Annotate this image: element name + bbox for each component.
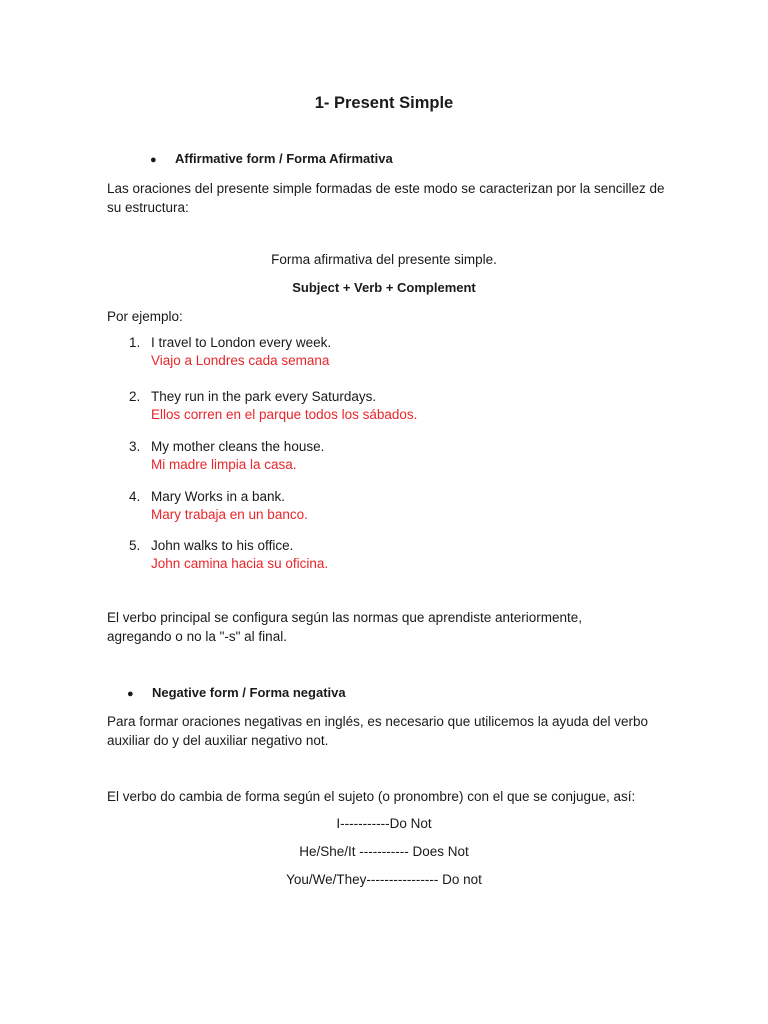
negative-heading xyxy=(127,684,346,702)
list-item xyxy=(129,334,331,370)
formula: Subject + Verb + Complement xyxy=(292,280,476,295)
form-caption: Forma afirmativa del presente simple. xyxy=(271,252,497,267)
example-english: They run in the park every Saturdays. xyxy=(151,389,377,404)
list-number: 2. xyxy=(129,389,141,404)
affirmative-intro: Las oraciones del presente simple formadas de este modo se caracterizan por la sencillez de su estructura: xyxy=(107,181,665,215)
example-spanish: John camina hacia su oficina. xyxy=(151,556,329,571)
negative-intro: Para formar oraciones negativas en inglés, es necesario que utilicemos la ayuda del verbo auxiliar do y del auxiliar negativo not. xyxy=(107,714,649,748)
do-verb-note: El verbo do cambia de forma según el sujeto (o pronombre) con el que se conjugue, así: xyxy=(107,789,636,804)
list-item xyxy=(129,438,324,474)
list-number: 4. xyxy=(129,489,141,504)
example-spanish: Ellos corren en el parque todos los sábados. xyxy=(151,407,418,422)
example-english: Mary Works in a bank. xyxy=(151,489,286,504)
list-number: 3. xyxy=(129,439,141,454)
list-item xyxy=(129,388,417,424)
list-number: 1. xyxy=(129,335,141,350)
example-english: I travel to London every week. xyxy=(151,335,332,350)
example-english: John walks to his office. xyxy=(151,538,294,553)
list-number: 5. xyxy=(129,538,141,553)
conjugation-line: I-----------Do Not xyxy=(336,816,432,831)
example-english: My mother cleans the house. xyxy=(151,439,325,454)
affirmative-heading-text: Affirmative form / Forma Afirmativa xyxy=(175,151,393,166)
conjugation-line: He/She/It ----------- Does Not xyxy=(299,844,469,859)
negative-heading-text: Negative form / Forma negativa xyxy=(152,685,346,700)
verb-rule-note: El verbo principal se configura según las normas que aprendiste anteriormente, agregando o no la "-s" al final. xyxy=(107,610,583,644)
example-spanish: Mary trabaja en un banco. xyxy=(151,507,308,522)
example-label: Por ejemplo: xyxy=(107,309,183,324)
example-spanish: Viajo a Londres cada semana xyxy=(151,353,330,368)
page-title: 1- Present Simple xyxy=(314,94,454,112)
bullet-icon: ● xyxy=(127,688,134,700)
bullet-icon: ● xyxy=(150,154,157,166)
list-item xyxy=(129,488,308,524)
conjugation-line: You/We/They---------------- Do not xyxy=(286,872,482,887)
list-item xyxy=(129,537,328,573)
affirmative-heading xyxy=(150,150,393,168)
example-spanish: Mi madre limpia la casa. xyxy=(151,457,297,472)
